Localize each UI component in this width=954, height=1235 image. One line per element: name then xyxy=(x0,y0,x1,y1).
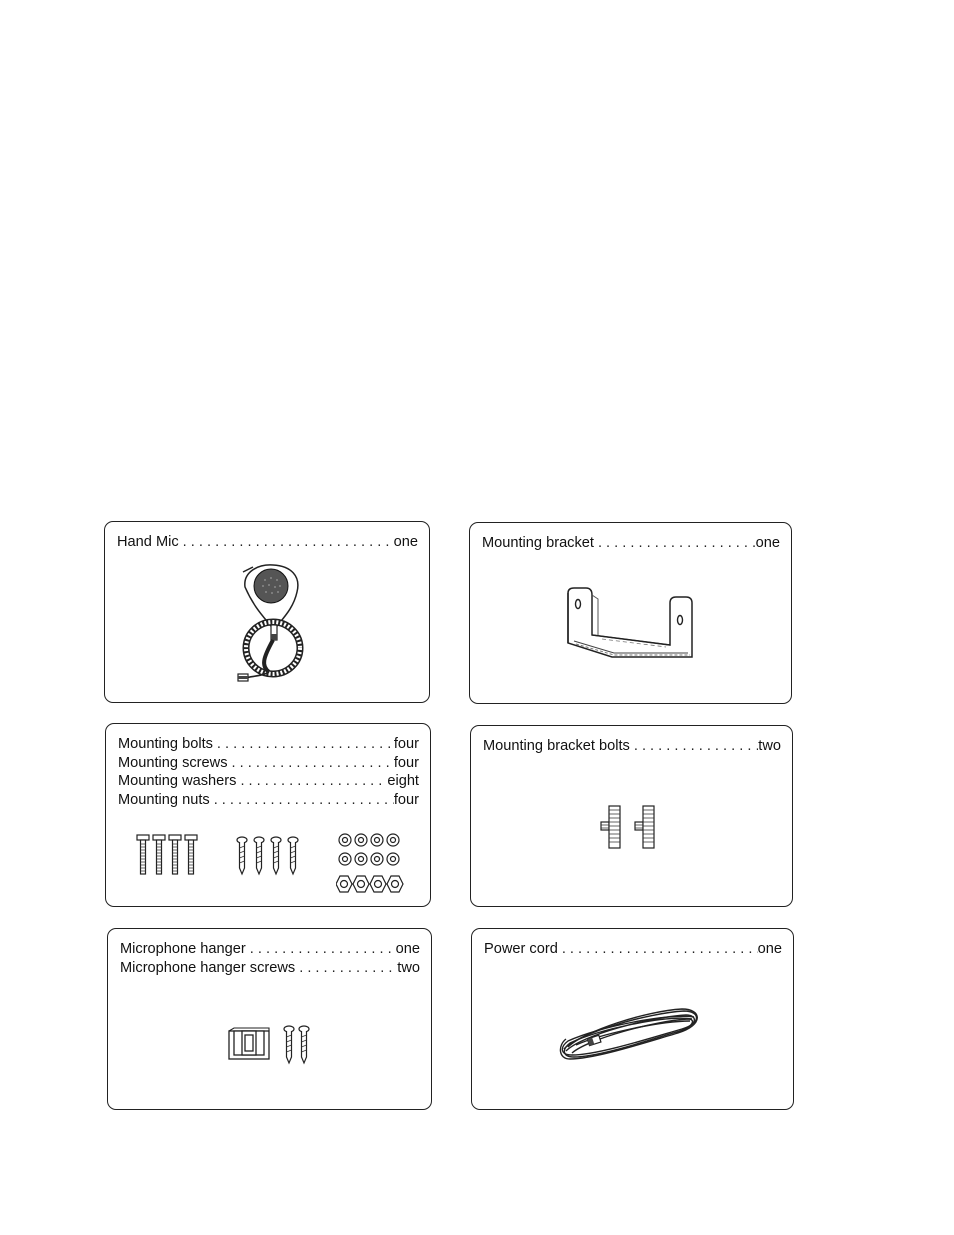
leader-dots xyxy=(210,791,394,810)
leader-dots xyxy=(236,772,387,791)
item-quantity: one xyxy=(755,535,780,551)
microphone-hanger-icon xyxy=(227,1027,271,1061)
hand-mic-panel xyxy=(104,521,430,703)
item-quantity: eight xyxy=(387,773,419,790)
screw-icon xyxy=(236,836,302,876)
item-quantity: four xyxy=(393,736,419,752)
item-quantity: one xyxy=(757,941,782,957)
item-row xyxy=(118,772,419,791)
item-row xyxy=(118,735,419,754)
mounting-bracket-panel xyxy=(469,522,792,704)
power-cord-icon xyxy=(558,1007,704,1065)
item-label: Power cord xyxy=(484,941,558,957)
item-row xyxy=(120,959,420,978)
item-row xyxy=(482,534,780,553)
nut-icon xyxy=(336,874,404,894)
bolt-icon xyxy=(136,834,200,876)
item-label: Microphone hanger screws xyxy=(120,959,296,976)
item-row xyxy=(120,940,420,959)
item-row xyxy=(118,791,419,810)
item-row xyxy=(118,754,419,773)
item-label: Mounting bracket xyxy=(482,535,594,551)
leader-dots xyxy=(213,735,394,754)
leader-dots xyxy=(246,940,396,959)
leader-dots xyxy=(228,754,394,773)
item-label: Hand Mic xyxy=(117,534,179,550)
item-label: Mounting screws xyxy=(118,754,228,771)
item-label: Microphone hanger xyxy=(120,941,246,957)
washer-icon xyxy=(337,832,401,868)
item-row xyxy=(484,940,782,959)
mic-hanger-panel xyxy=(107,928,432,1110)
leader-dots xyxy=(179,533,394,552)
item-quantity: two xyxy=(397,959,420,976)
hand-mic-icon xyxy=(233,562,313,687)
leader-dots xyxy=(594,534,756,553)
screw-icon xyxy=(282,1025,312,1065)
bracket-bolt-icon xyxy=(599,804,665,850)
item-quantity: four xyxy=(393,754,419,771)
item-row xyxy=(117,533,418,552)
item-label: Mounting washers xyxy=(118,773,237,790)
power-cord-panel xyxy=(471,928,794,1110)
item-row xyxy=(483,737,781,756)
leader-dots xyxy=(558,940,758,959)
bracket-bolts-panel xyxy=(470,725,793,907)
item-quantity: one xyxy=(395,941,420,957)
item-quantity: two xyxy=(758,738,781,754)
item-quantity: four xyxy=(393,791,419,808)
item-label: Mounting bracket bolts xyxy=(483,738,630,754)
item-label: Mounting bolts xyxy=(118,736,213,752)
item-quantity: one xyxy=(393,534,418,550)
leader-dots xyxy=(630,737,758,756)
leader-dots xyxy=(295,959,397,978)
item-label: Mounting nuts xyxy=(118,791,210,808)
mounting-bracket-icon xyxy=(562,585,702,665)
mounting-hardware-panel xyxy=(105,723,431,907)
